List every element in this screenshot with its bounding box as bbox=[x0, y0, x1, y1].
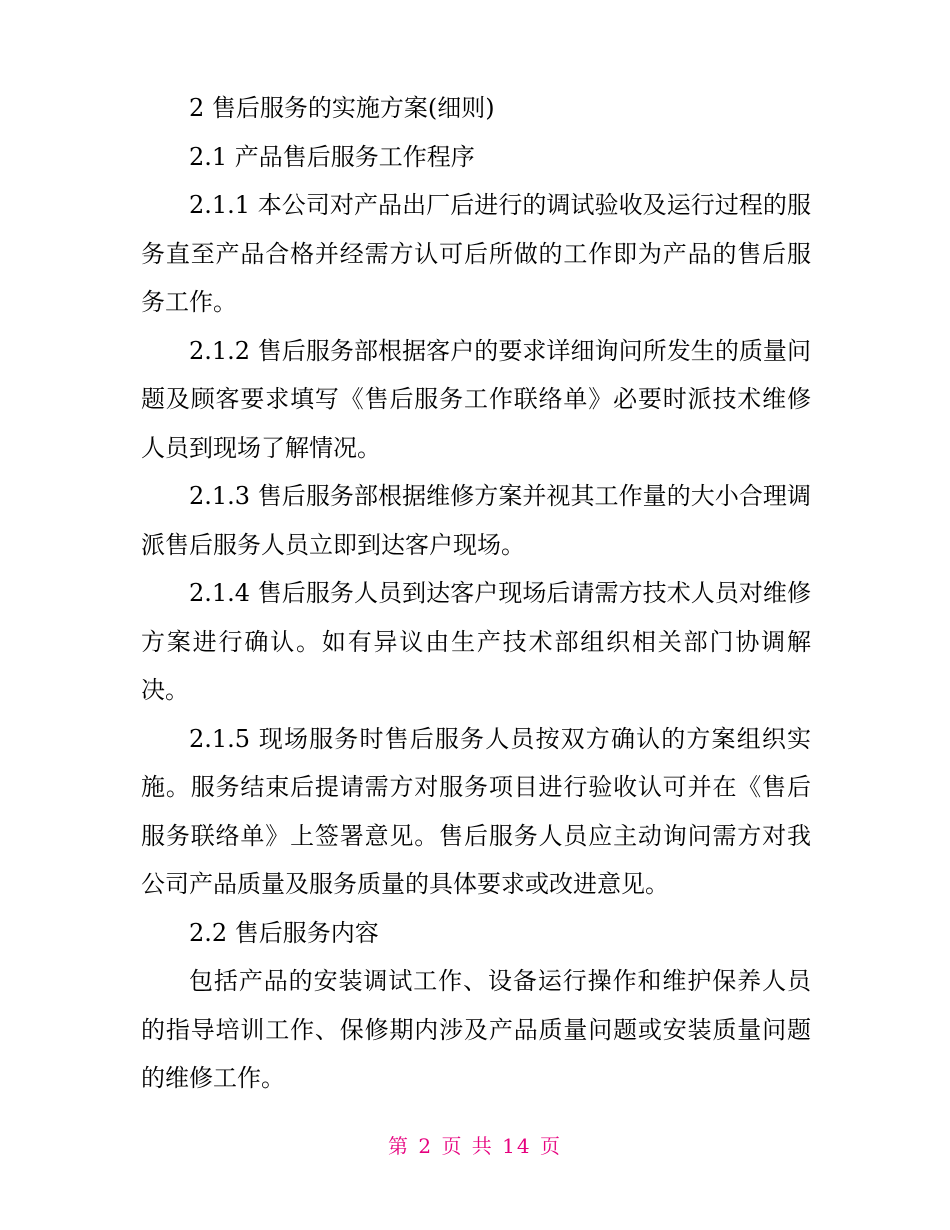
page-footer bbox=[0, 1132, 950, 1160]
document-body bbox=[141, 84, 811, 1103]
page-number-label: 第 2 页 共 14 页 bbox=[388, 1134, 562, 1158]
section-heading-2: 2 售后服务的实施方案(细则) bbox=[189, 94, 495, 122]
paragraph-2-1-1: 2.1.1 本公司对产品出厂后进行的调试验收及运行过程的服务直至产品合格并经需方认可后所做的工作即为产品的售后服务工作。 bbox=[141, 191, 811, 316]
paragraph-2-1-2: 2.1.2 售后服务部根据客户的要求详细询问所发生的质量问题及顾客要求填写《售后服务工作联络单》必要时派技术维修人员到现场了解情况。 bbox=[141, 336, 811, 462]
paragraph-2-2-content: 包括产品的安装调试工作、设备运行操作和维护保养人员的指导培训工作、保修期内涉及产品质量问题或安装质量问题的维修工作。 bbox=[141, 967, 811, 1092]
paragraph-2-1-3: 2.1.3 售后服务部根据维修方案并视其工作量的大小合理调派售后服务人员立即到达客户现场。 bbox=[141, 482, 811, 559]
paragraph-2-1-4: 2.1.4 售后服务人员到达客户现场后请需方技术人员对维修方案进行确认。如有异议由生产技术部组织相关部门协调解决。 bbox=[141, 579, 811, 704]
section-heading-2-1: 2.1 产品售后服务工作程序 bbox=[189, 142, 475, 171]
paragraph-2-1-5: 2.1.5 现场服务时售后服务人员按双方确认的方案组织实施。服务结束后提请需方对服务项目进行验收认可并在《售后服务联络单》上签署意见。售后服务人员应主动询问需方对我公司产品质量及服务质量的具体要求或改进意见。 bbox=[141, 724, 811, 898]
section-heading-2-2: 2.2 售后服务内容 bbox=[189, 918, 379, 947]
